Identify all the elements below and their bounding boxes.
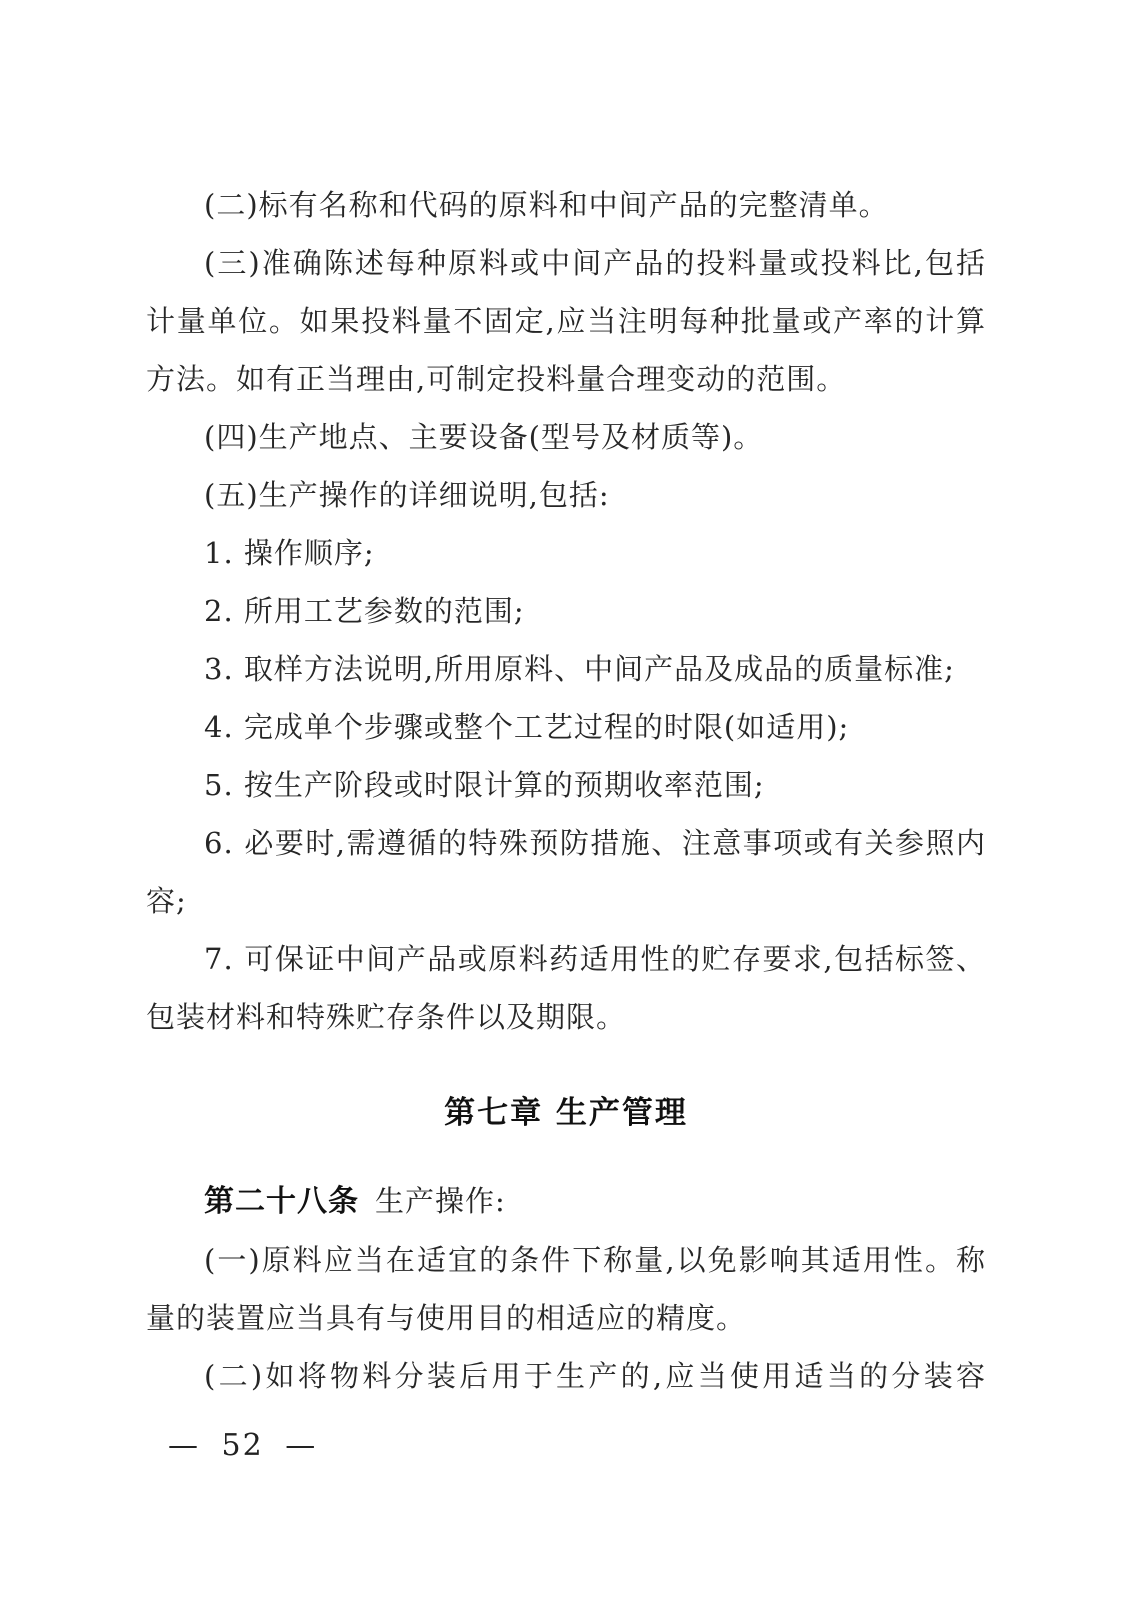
paragraph-item-2-after: (二)如将物料分装后用于生产的,应当使用适当的分装容	[204, 1359, 986, 1393]
article-28-line	[146, 1172, 986, 1231]
list-item-7: 7. 可保证中间产品或原料药适用性的贮存要求,包括标签、包装材料和特殊贮存条件以及期限。	[146, 942, 986, 1034]
paragraph-item-2: (二)标有名称和代码的原料和中间产品的完整清单。	[204, 188, 889, 222]
document-content	[146, 176, 986, 1405]
list-item-2: 2. 所用工艺参数的范围;	[204, 594, 525, 628]
page-number-footer: — 52 —	[168, 1428, 318, 1463]
paragraph-item-1-after: (一)原料应当在适宜的条件下称量,以免影响其适用性。称量的装置应当具有与使用目的相适应的精度。	[146, 1243, 986, 1335]
list-item-1: 1. 操作顺序;	[204, 536, 375, 570]
list-item-4: 4. 完成单个步骤或整个工艺过程的时限(如适用);	[204, 710, 850, 744]
paragraph-item-3: (三)准确陈述每种原料或中间产品的投料量或投料比,包括计量单位。如果投料量不固定,应当注明每种批量或产率的计算方法。如有正当理由,可制定投料量合理变动的范围。	[146, 246, 986, 396]
article-number-label: 第二十八条	[204, 1184, 359, 1219]
list-item-3: 3. 取样方法说明,所用原料、中间产品及成品的质量标准;	[204, 652, 955, 686]
paragraph-item-5: (五)生产操作的详细说明,包括:	[204, 478, 610, 512]
article-intro-text: 生产操作:	[375, 1184, 506, 1218]
chapter-heading: 第七章 生产管理	[444, 1095, 688, 1131]
list-item-6: 6. 必要时,需遵循的特殊预防措施、注意事项或有关参照内容;	[146, 826, 986, 918]
paragraph-item-4: (四)生产地点、主要设备(型号及材质等)。	[204, 420, 764, 454]
list-item-5: 5. 按生产阶段或时限计算的预期收率范围;	[204, 768, 765, 802]
